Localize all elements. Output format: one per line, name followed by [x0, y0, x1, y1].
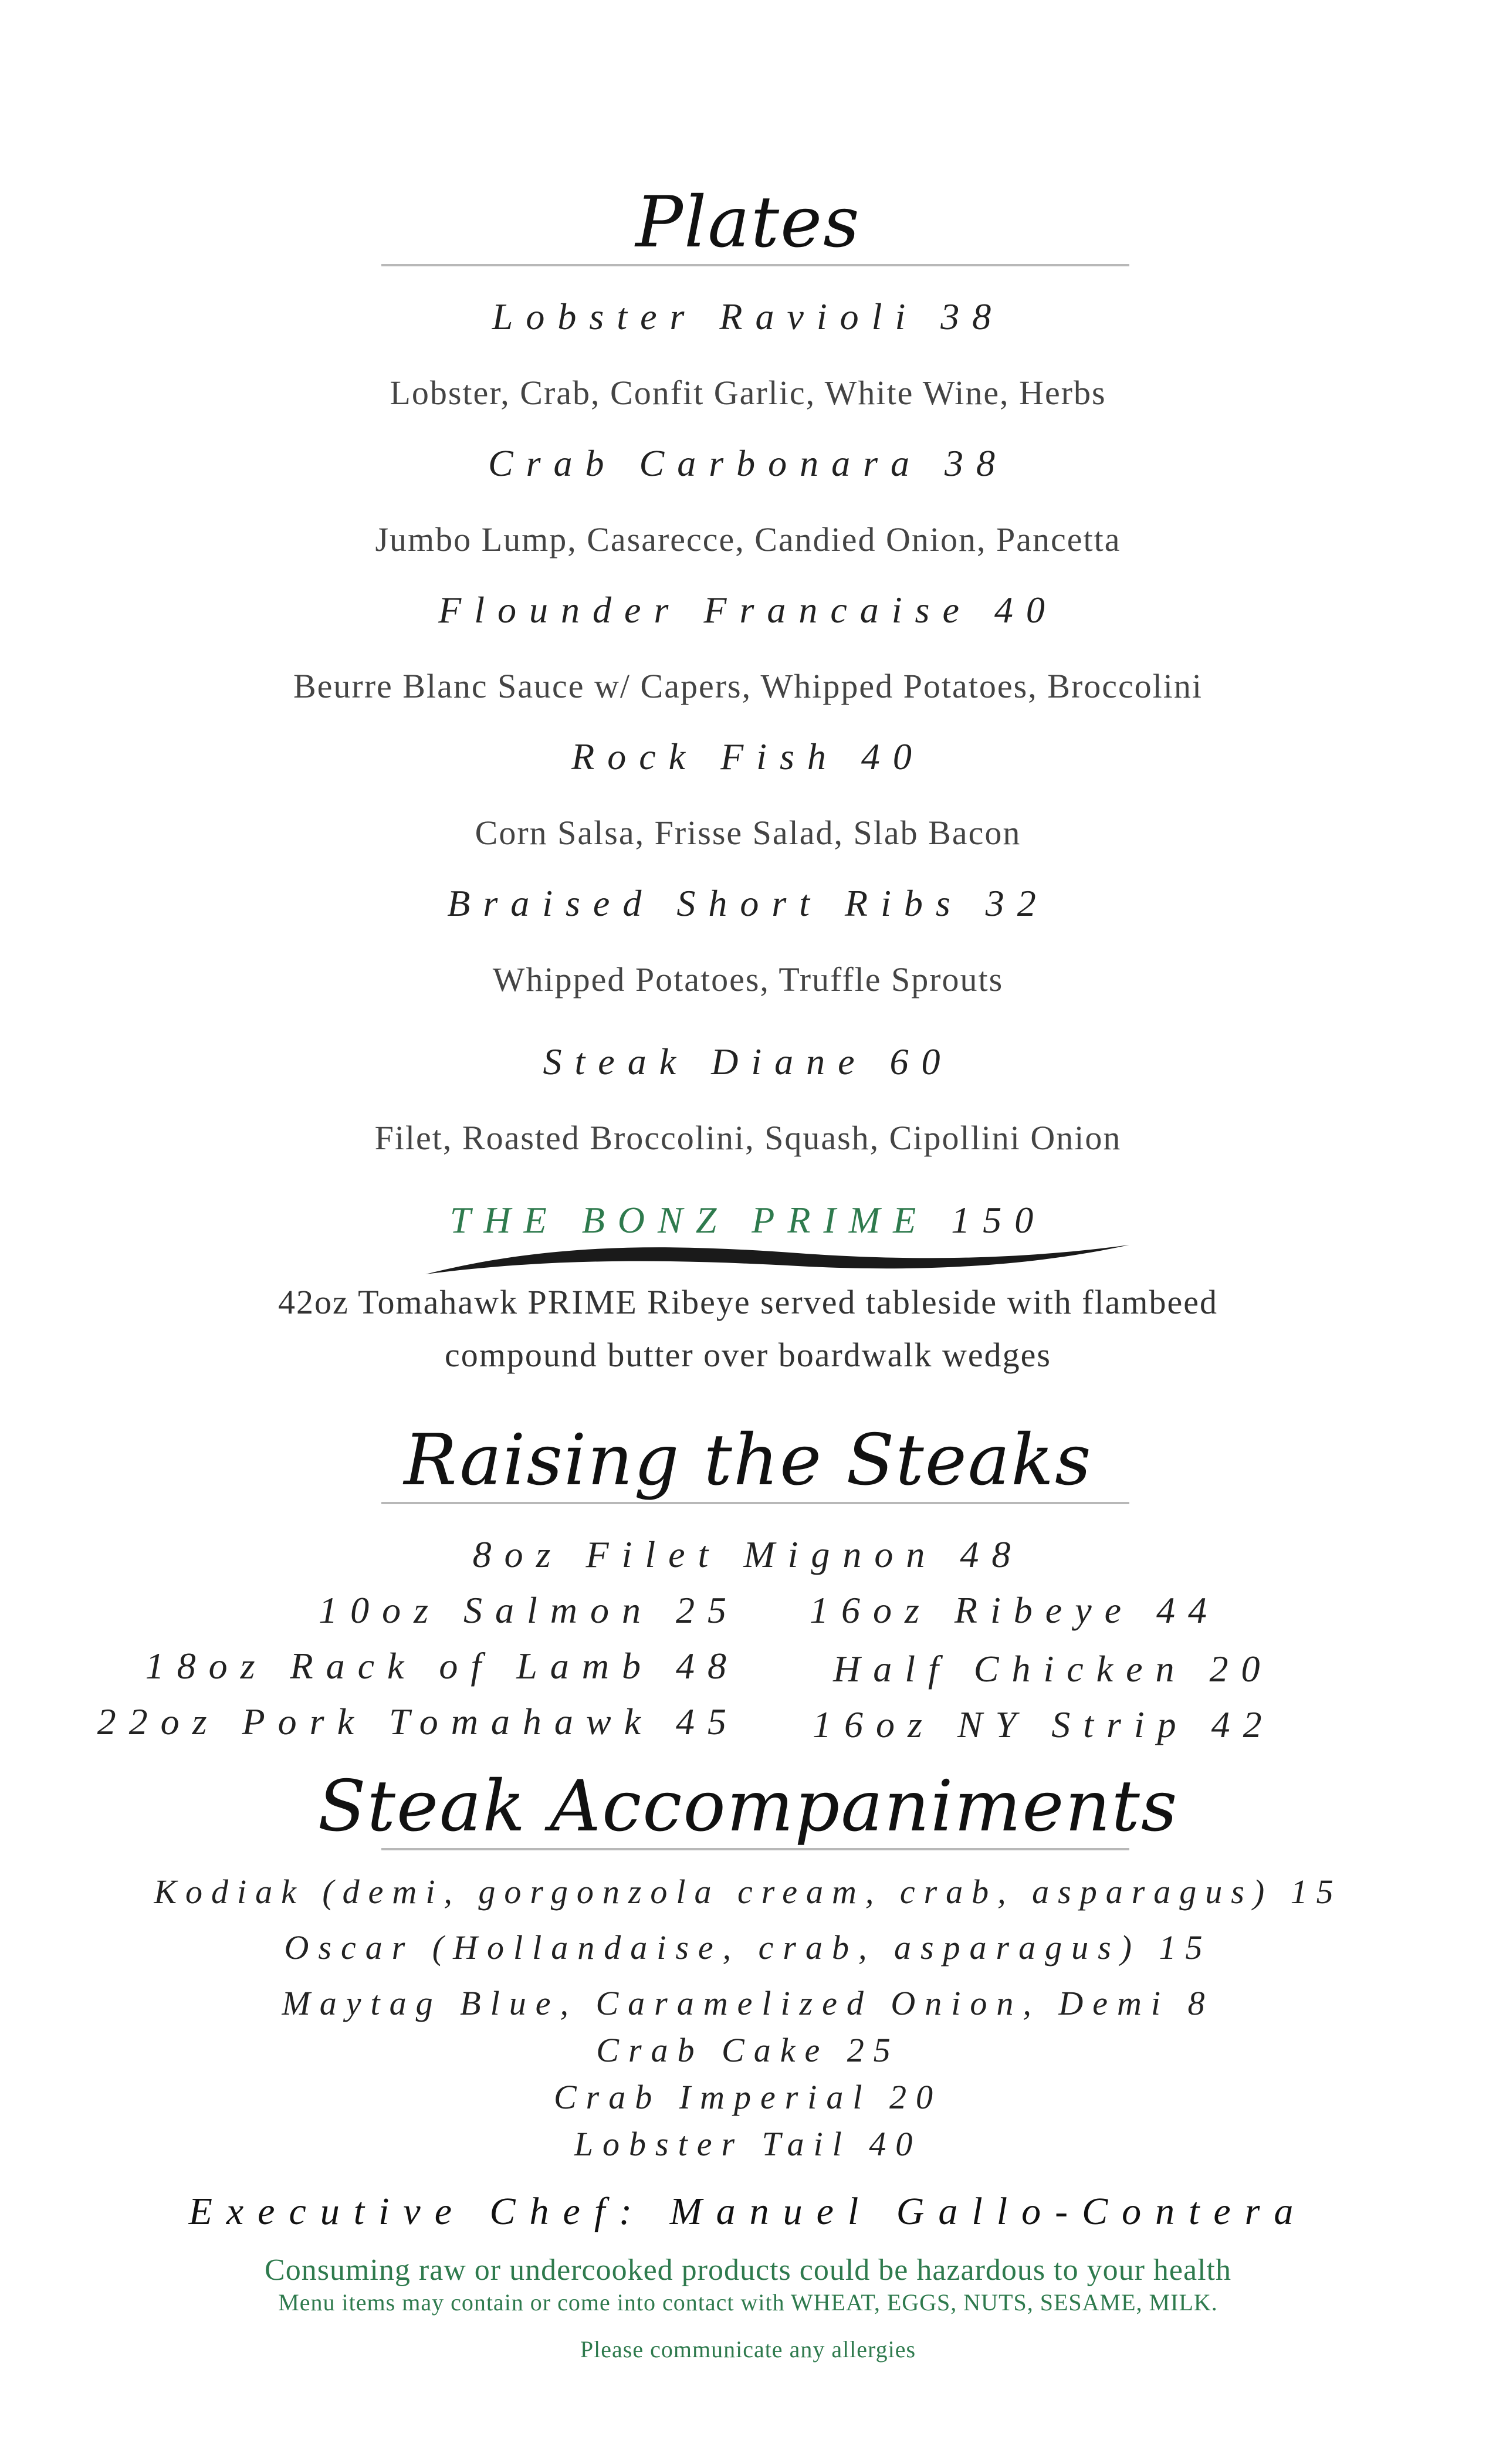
- steak-right-3: 16oz NY Strip 42: [813, 1704, 1275, 1745]
- accompaniment-3: Maytag Blue, Caramelized Onion, Demi 8: [282, 1984, 1214, 2022]
- plates-divider: [381, 264, 1129, 266]
- plates-title: Plates: [635, 182, 861, 263]
- accompaniment-1: Kodiak (demi, gorgonzola cream, crab, asparagus) 15: [154, 1873, 1342, 1911]
- accompaniments-title: Steak Accompaniments: [317, 1766, 1179, 1847]
- feature-price: 150: [951, 1199, 1047, 1241]
- steaks-title: Raising the Steaks: [404, 1420, 1092, 1501]
- steak-right-2: Half Chicken 20: [833, 1648, 1273, 1690]
- steaks-divider: [381, 1502, 1129, 1504]
- health-warning: Consuming raw or undercooked products could be hazardous to your health: [265, 2253, 1231, 2287]
- plate-desc-4: Corn Salsa, Frisse Salad, Slab Bacon: [475, 814, 1021, 852]
- plate-desc-1: Lobster, Crab, Confit Garlic, White Wine, Herbs: [390, 374, 1106, 412]
- accompaniment-6: Lobster Tail 40: [574, 2125, 922, 2163]
- steak-left-3: 22oz Pork Tomahawk 45: [97, 1701, 739, 1742]
- feature-name: THE BONZ PRIME: [449, 1199, 929, 1241]
- allergen-notice: Menu items may contain or come into contact with WHEAT, EGGS, NUTS, SESAME, MILK.: [278, 2289, 1218, 2316]
- plate-desc-3: Beurre Blanc Sauce w/ Capers, Whipped Potatoes, Broccolini: [293, 667, 1203, 705]
- feature-heading: [0, 1197, 1496, 1244]
- accompaniments-divider: [381, 1848, 1129, 1850]
- feature-desc-line2: compound butter over boardwalk wedges: [445, 1336, 1051, 1374]
- steak-top-item: 8oz Filet Mignon 48: [472, 1534, 1024, 1575]
- accompaniment-4: Crab Cake 25: [596, 2031, 900, 2069]
- plate-name-3: Flounder Francaise 40: [438, 589, 1058, 631]
- steak-right-1: 16oz Ribeye 44: [810, 1589, 1220, 1631]
- plate-desc-2: Jumbo Lump, Casarecce, Candied Onion, Pancetta: [375, 520, 1121, 559]
- plate-name-2: Crab Carbonara 38: [488, 442, 1008, 484]
- plate-name-6: Steak Diane 60: [543, 1041, 953, 1082]
- steak-left-1: 10oz Salmon 25: [319, 1589, 739, 1631]
- executive-chef: Executive Chef: Manuel Gallo-Contera: [188, 2190, 1308, 2233]
- plate-name-1: Lobster Ravioli 38: [492, 296, 1004, 337]
- plate-desc-5: Whipped Potatoes, Truffle Sprouts: [492, 960, 1004, 999]
- steak-left-2: 18oz Rack of Lamb 48: [145, 1645, 739, 1687]
- plate-desc-6: Filet, Roasted Broccolini, Squash, Cipollini Onion: [374, 1119, 1122, 1157]
- accompaniment-2: Oscar (Hollandaise, crab, asparagus) 15: [284, 1928, 1212, 1967]
- brush-stroke-ornament: [422, 1238, 1132, 1285]
- feature-desc-line1: 42oz Tomahawk PRIME Ribeye served tableside with flambeed: [277, 1283, 1218, 1321]
- plate-name-4: Rock Fish 40: [571, 736, 925, 777]
- plate-name-5: Braised Short Ribs 32: [447, 882, 1049, 924]
- accompaniment-5: Crab Imperial 20: [554, 2078, 942, 2116]
- allergy-request: Please communicate any allergies: [580, 2336, 916, 2363]
